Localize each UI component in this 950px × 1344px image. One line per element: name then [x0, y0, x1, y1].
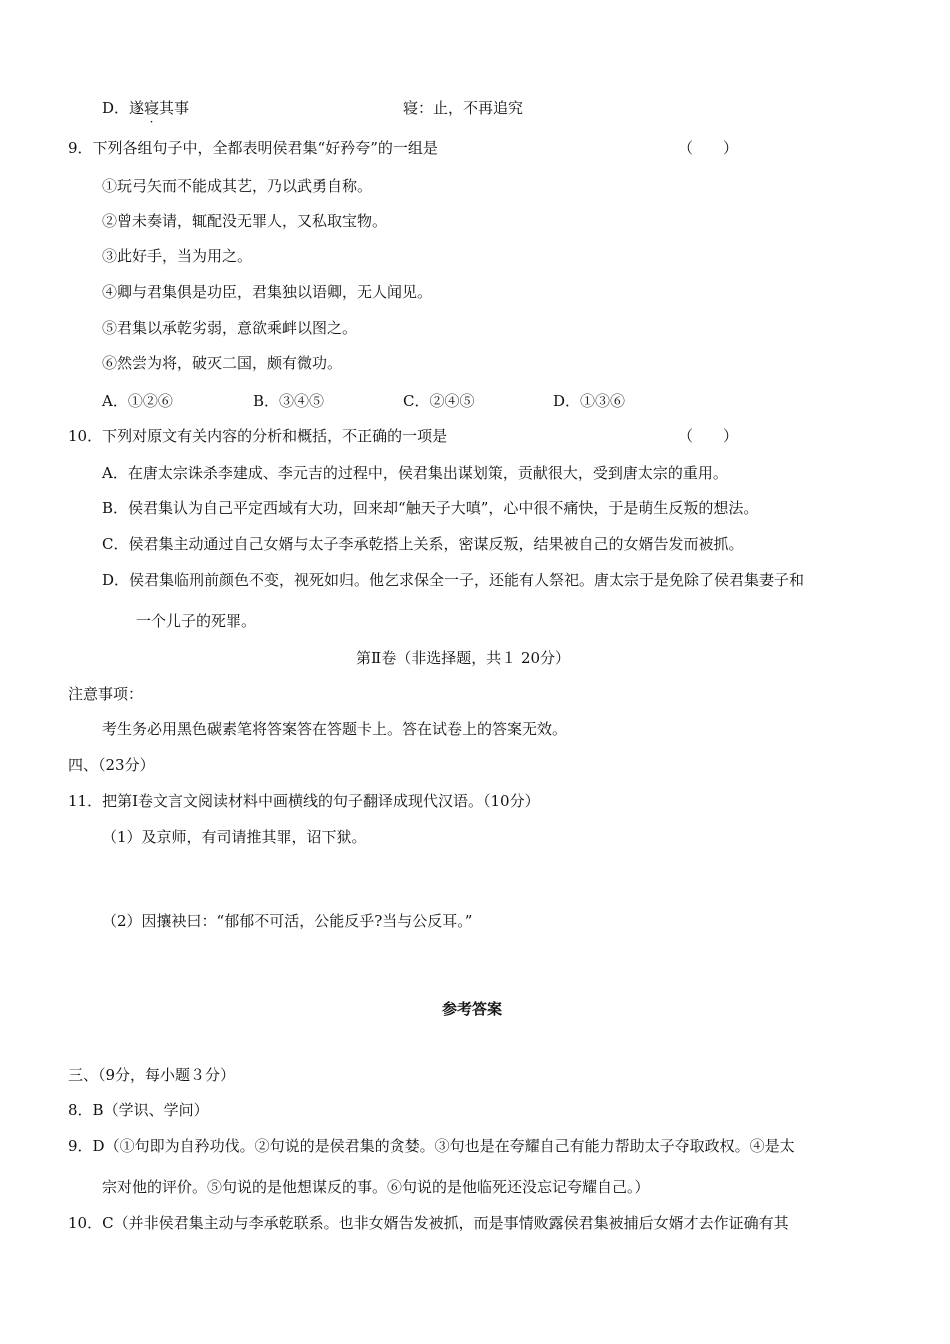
section-four-heading: 四、（23分） [68, 756, 155, 774]
q10-answer-bracket: （ ） [678, 427, 739, 445]
emphasis-dot-icon: · [149, 115, 154, 129]
answer-9-line-2: 宗对他的评价。⑤句说的是他想谋反的事。⑥句说的是他临死还没忘记夸耀自己。） [102, 1178, 650, 1196]
notice-label: 注意事项： [68, 685, 144, 703]
answer-8: 8．B（学识、学问） [68, 1101, 209, 1119]
answer-10-line-1: 10．C（并非侯君集主动与李承乾联系。也非女婿告发被抓，而是事情败露侯君集被捕后女婿才去作证确有其 [68, 1214, 789, 1232]
q11-stem: 11．把第Ⅰ卷文言文阅读材料中画横线的句子翻译成现代汉语。（10分） [68, 792, 540, 810]
q9-stem: 9．下列各组句子中，全都表明侯君集“好矜夸”的一组是 [68, 139, 438, 157]
q8-dotted-character: 寝 · [144, 99, 160, 129]
q9-item-3: ③此好手，当为用之。 [102, 247, 253, 265]
q10-option-d: D．侯君集临刑前颜色不变，视死如归。他乞求保全一子，还能有人祭祀。唐太宗于是免除了侯君集妻子和 [102, 571, 805, 589]
answer-9-line-1: 9．D（①句即为自矜功伐。②句说的是侯君集的贪婪。③句也是在夸耀自己有能力帮助太子夺取政权。④是太 [68, 1137, 795, 1155]
part2-title: 第Ⅱ卷（非选择题，共１ 20分） [356, 649, 571, 667]
q10-stem: 10．下列对原文有关内容的分析和概括，不正确的一项是 [68, 427, 448, 445]
q9-item-6: ⑥然尝为将，破灭二国，颇有微功。 [102, 354, 343, 372]
q10-option-b: B．侯君集认为自己平定西域有大功，回来却“触天子大嗔”，心中很不痛快，于是萌生反叛的想法。 [102, 499, 759, 517]
q8-option-d-note: 寝：止，不再追究 [403, 99, 524, 117]
notice-text: 考生务必用黑色碳素笔将答案答在答题卡上。答在试卷上的答案无效。 [102, 720, 568, 738]
q11-sentence-1: （1）及京师，有司请推其罪，诏下狱。 [102, 828, 367, 846]
q10-option-d-continued: 一个儿子的死罪。 [136, 612, 257, 630]
q9-answer-bracket: （ ） [678, 139, 739, 157]
q9-option-d: D．①③⑥ [553, 392, 626, 410]
q8-option-d [102, 98, 190, 129]
q8-option-d-prefix: D．遂 [102, 99, 145, 117]
q9-item-5: ⑤君集以承乾劣弱，意欲乘衅以图之。 [102, 319, 358, 337]
q9-item-1: ①玩弓矢而不能成其艺，乃以武勇自称。 [102, 177, 373, 195]
answers-title: 参考答案 [442, 1000, 503, 1018]
q9-option-b: B．③④⑤ [253, 392, 325, 410]
q9-option-c: C．②④⑤ [403, 392, 475, 410]
q9-option-a: A．①②⑥ [102, 392, 173, 410]
q9-item-2: ②曾未奏请，辄配没无罪人，又私取宝物。 [102, 212, 388, 230]
answers-section-three: 三、（9分，每小题３分） [68, 1066, 236, 1084]
q10-option-a: A．在唐太宗诛杀李建成、李元吉的过程中，侯君集出谋划策，贡献很大，受到唐太宗的重用。 [102, 464, 728, 482]
q11-sentence-2: （2）因攘袂曰：“郁郁不可活，公能反乎?当与公反耳。” [102, 912, 473, 930]
q9-item-4: ④卿与君集俱是功臣，君集独以语卿，无人闻见。 [102, 283, 433, 301]
q8-option-d-suffix: 其事 [159, 99, 190, 117]
q10-option-c: C．侯君集主动通过自己女婿与太子李承乾搭上关系，密谋反叛，结果被自己的女婿告发而被抓。 [102, 535, 744, 553]
